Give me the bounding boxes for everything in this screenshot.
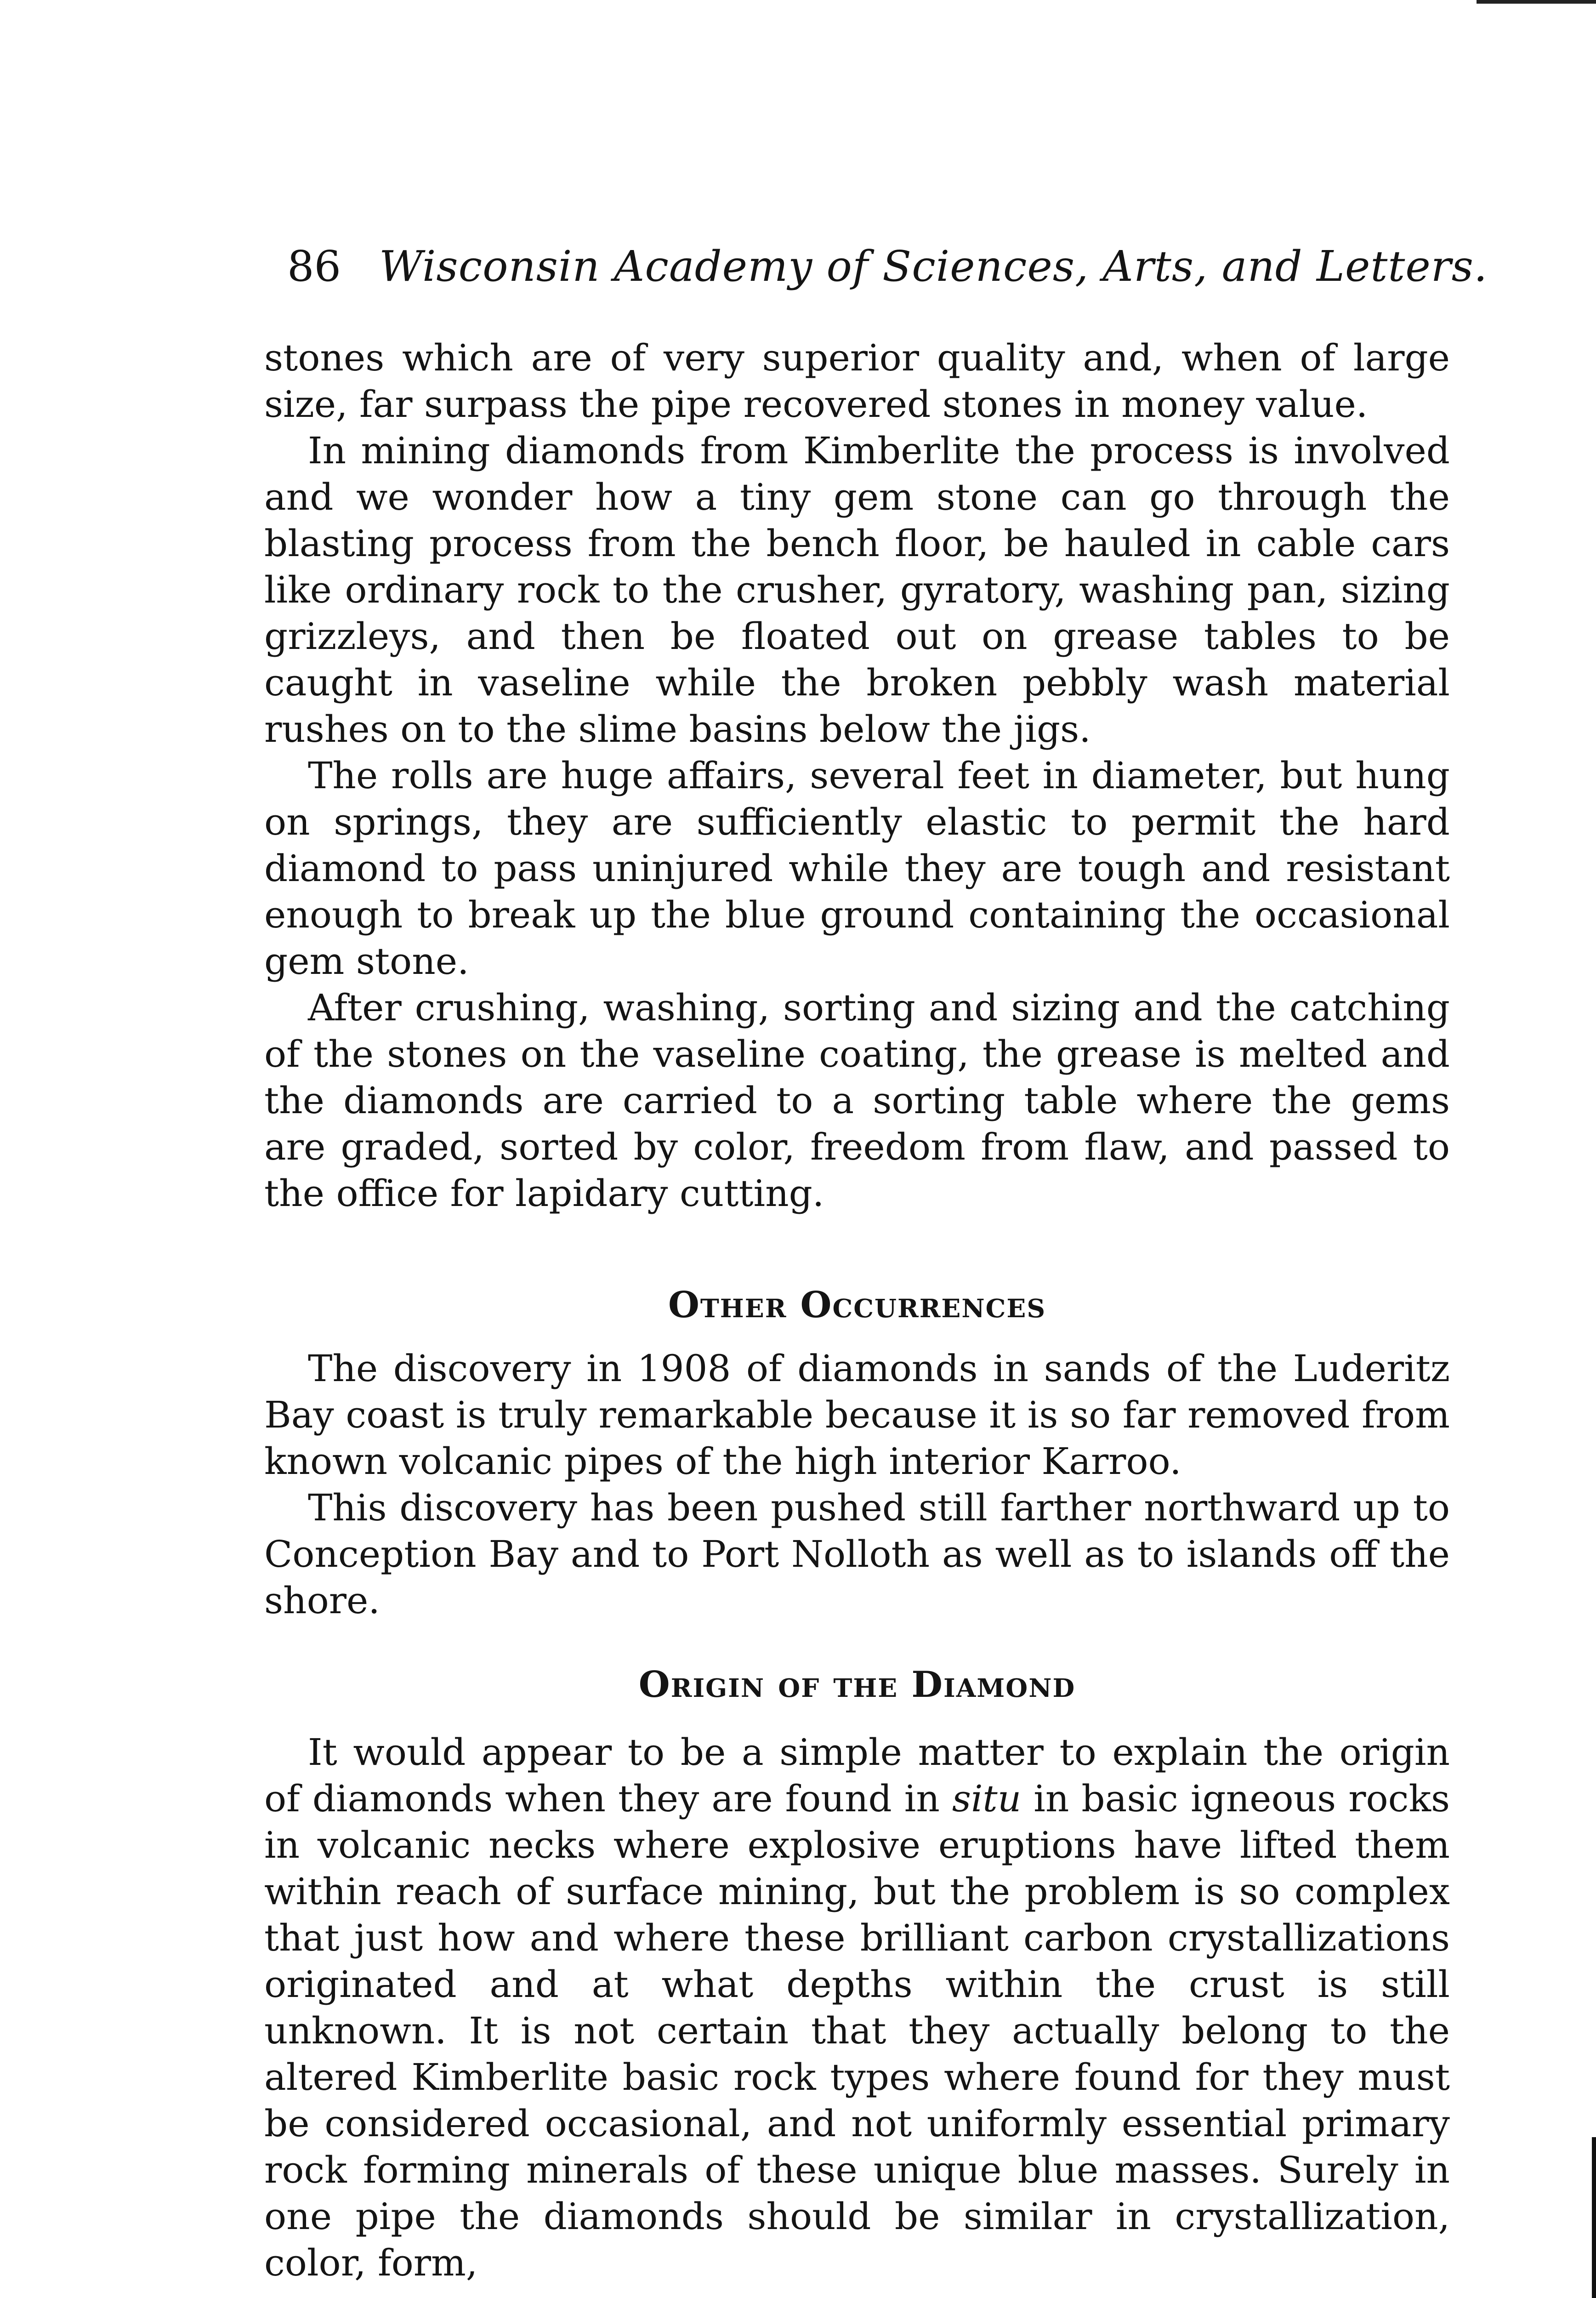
- paragraph-text: in basic igneous rocks in volcanic necks where explosive eruptions have lifted them within reach of surface mining, but the problem is so complex that just how and where these brilliant carbon crystallizations originated and at what depths within the crust is still unknown. It is not certain that they actually belong to the altered Kimberlite basic rock types where found for they must be considered occasional, and not uniformly essential primary rock forming minerals of these unique blue masses. Surely in one pipe the diamonds should be similar in crystallization, color, form,: [264, 1777, 1450, 2284]
- text-block: [264, 1729, 1450, 2286]
- paragraph: In mining diamonds from Kimberlite the process is involved and we wonder how a tiny gem stone can go through the blasting process from the bench floor, be hauled in cable cars like ordinary rock to the crusher, gyratory, washing pan, sizing grizzleys, and then be floated out on grease tables to be caught in vaseline while the broken pebbly wash material rushes on to the slime basins below the jigs.: [264, 429, 1450, 751]
- italic-term: situ: [952, 1777, 1022, 1820]
- paragraph: After crushing, washing, sorting and sizing and the catching of the stones on the vaseline coating, the grease is melted and the diamonds are carried to a sorting table where the gems are graded, sorted by color, freedom from flaw, and passed to the office for lapidary cutting.: [264, 986, 1450, 1215]
- page-number: 86: [287, 242, 341, 291]
- section-heading: Origin of the Diamond: [638, 1664, 1076, 1706]
- running-head: [287, 239, 1488, 294]
- paragraph-text: It would appear to be a simple matter to explain the origin of diamonds when they are found in: [264, 1731, 1450, 1820]
- scan-edge-mark: [1592, 2137, 1596, 2298]
- paragraph: [264, 1729, 1450, 2286]
- text-block: [264, 1345, 1450, 1624]
- paragraph: stones which are of very superior quality and, when of large size, far surpass the pipe recovered stones in money value.: [264, 336, 1450, 426]
- text-block: [264, 335, 1450, 1217]
- paragraph: This discovery has been pushed still farther northward up to Conception Bay and to Port Nolloth as well as to islands off the shore.: [264, 1486, 1450, 1622]
- section-heading: Other Occurrences: [668, 1284, 1046, 1326]
- paragraph: The rolls are huge affairs, several feet in diameter, but hung on springs, they are sufficiently elastic to permit the hard diamond to pass uninjured while they are tough and resistant enough to break up the blue ground containing the occasional gem stone.: [264, 754, 1450, 983]
- paragraph: The discovery in 1908 of diamonds in sands of the Luderitz Bay coast is truly remarkable because it is so far removed from known volcanic pipes of the high interior Karroo.: [264, 1347, 1450, 1483]
- scan-edge-mark: [1477, 0, 1596, 4]
- journal-title: Wisconsin Academy of Sciences, Arts, and Letters.: [379, 242, 1488, 291]
